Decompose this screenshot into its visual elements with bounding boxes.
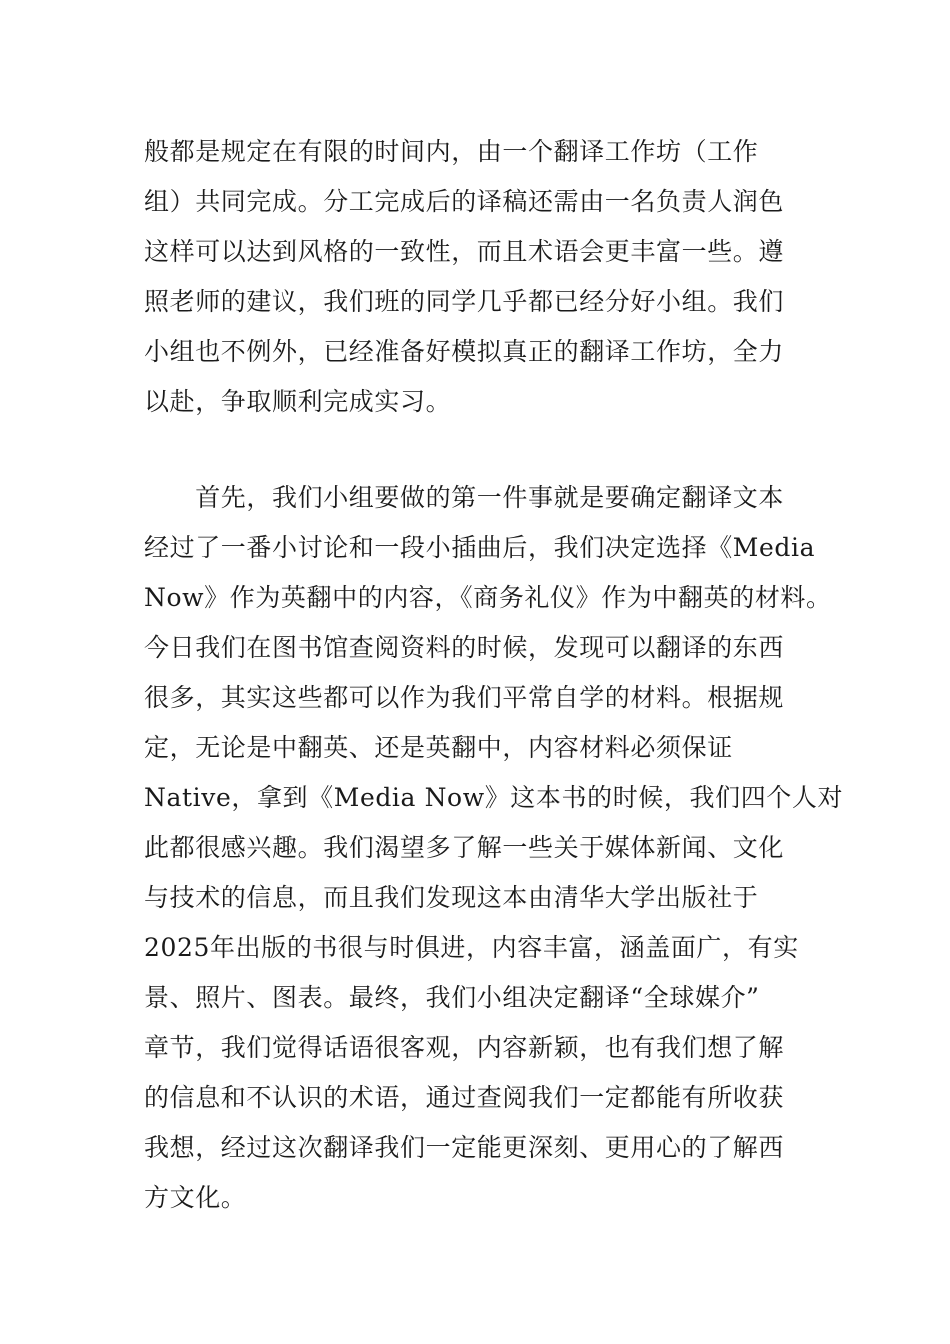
text-line: 今日我们在图书馆查阅资料的时候，发现可以翻译的东西	[144, 633, 785, 662]
text-line: 章节，我们觉得话语很客观，内容新颖，也有我们想了解	[144, 1033, 785, 1062]
text-line: 与技术的信息，而且我们发现这本由清华大学出版社于	[144, 883, 759, 912]
text-line: 我想，经过这次翻译我们一定能更深刻、更用心的了解西	[144, 1133, 785, 1162]
text-line: 这样可以达到风格的一致性，而且术语会更丰富一些。遵	[144, 237, 785, 266]
text-line: 的信息和不认识的术语，通过查阅我们一定都能有所收获	[144, 1083, 785, 1112]
text-line: Native，拿到《Media Now》这本书的时候，我们四个人对	[144, 783, 844, 812]
text-line: 组）共同完成。分工完成后的译稿还需由一名负责人润色	[144, 187, 785, 216]
text-line: 定，无论是中翻英、还是英翻中，内容材料必须保证	[144, 733, 733, 762]
text-line: 小组也不例外，已经准备好模拟真正的翻译工作坊，全力	[144, 337, 785, 366]
text-line: 方文化。	[144, 1183, 247, 1212]
text-line: Now》作为英翻中的内容，《商务礼仪》作为中翻英的材料。	[144, 583, 832, 612]
text-line: 2025年出版的书很与时俱进，内容丰富，涵盖面广，有实	[144, 933, 799, 962]
text-line: 经过了一番小讨论和一段小插曲后，我们决定选择《Media	[144, 533, 816, 562]
text-line: 照老师的建议，我们班的同学几乎都已经分好小组。我们	[144, 287, 785, 316]
text-line: 以赴，争取顺利完成实习。	[144, 387, 452, 416]
text-line: 很多，其实这些都可以作为我们平常自学的材料。根据规	[144, 683, 785, 712]
text-line: 景、照片、图表。最终，我们小组决定翻译“全球媒介”	[144, 983, 760, 1012]
paragraph-2	[144, 473, 844, 1223]
text-line: 首先，我们小组要做的第一件事就是要确定翻译文本	[144, 483, 785, 512]
text-line: 般都是规定在有限的时间内，由一个翻译工作坊（工作	[144, 137, 759, 166]
paragraph-1	[144, 127, 844, 427]
text-line: 此都很感兴趣。我们渴望多了解一些关于媒体新闻、文化	[144, 833, 785, 862]
